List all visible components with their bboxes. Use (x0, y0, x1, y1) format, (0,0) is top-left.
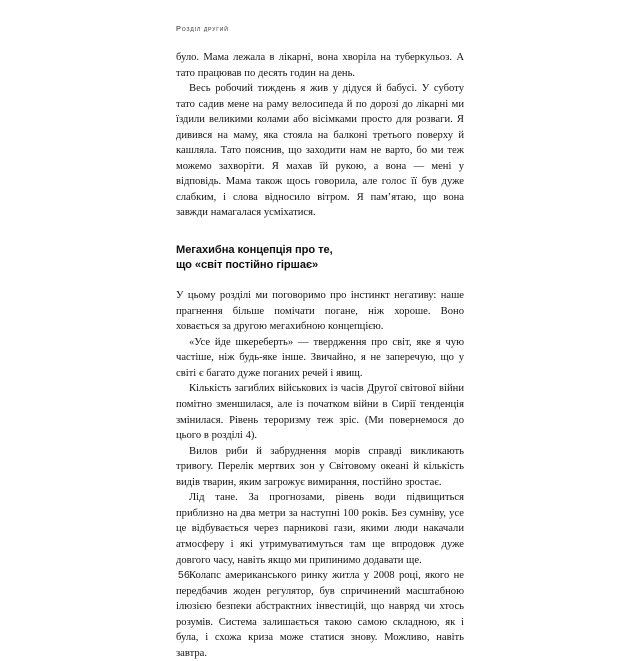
text-column (176, 50, 464, 661)
heading-spacer-top (176, 221, 464, 243)
paragraph-6: Вилов риби й забруднення морів справді викликають тривогу. Перелік мертвих зон у Світовому океані й кількість видів тварин, яким загрожує вимирання, постійно зростає. (176, 445, 464, 488)
paragraph-4: «Усе йде шкереберть» — твердження про світ, яке я чую частіше, ніж будь-яке інше. Звичайно, я не заперечую, що у світі є багато дуже поганих речей і явищ. (176, 336, 464, 379)
section-heading (176, 243, 464, 272)
section-heading-line-2: що «світ постійно гіршає» (176, 258, 319, 271)
paragraph-7: Лід тане. За прогнозами, рівень води підвищиться приблизно на два метри за наступні 100 років. Без сумніву, усе це відбувається через парникові гази, якими люди накачали атмосферу і які утримуватимуться там ще впродовж дуже довгого часу, навіть якщо ми припинимо додавати ще. (176, 492, 464, 566)
heading-spacer-bottom (176, 272, 464, 288)
paragraph-3: У цьому розділі ми поговоримо про інстинкт негативу: наше прагнення більше помічати погане, ніж хороше. Воно ховається за другою мегахибною концепцією. (176, 290, 464, 333)
paragraph-8: Колапс американського ринку житла у 2008 році, якого не передбачив жоден регулятор, був спричинений масштабною ілюзією безпеки абстрактних інвестицій, що навряд чи хтось розумів. Система залишається такою самою складною, як і була, і схожа криза може статися знову. Можливо, навіть завтра. (176, 570, 464, 659)
page-number: 56 (178, 570, 190, 581)
running-header: Розділ другий (176, 24, 229, 33)
paragraph-1: було. Мама лежала в лікарні, вона хворіла на туберкульоз. А тато працював по десять годин на день. (176, 52, 464, 79)
paragraph-5: Кількість загиблих військових із часів Другої світової війни помітно зменшилася, але із початком війни в Сирії тенденція змінилася. Рівень тероризму теж зріс. (Ми повернемося до цього в розділі 4). (176, 383, 464, 442)
section-heading-line-1: Мегахибна концепція про те, (176, 244, 333, 257)
paragraph-2: Весь робочий тиждень я жив у дідуся й бабусі. У суботу тато садив мене на раму велосипеда й по дорозі до лікарні ми їздили великими колами або вісімками просто для розваги. Я дивився на маму, яка стояла на балконі третього поверху й кашляла. Тато пояснив, що заходити нам не варто, бо ми теж можемо захворіти. Я махав їй рукою, а вона — мені у відповідь. Мама також щось говорила, але голос її був дуже слабким, і слова відносило вітром. Я пам’ятаю, що вона завжди намагалася усміхатися. (176, 83, 464, 219)
